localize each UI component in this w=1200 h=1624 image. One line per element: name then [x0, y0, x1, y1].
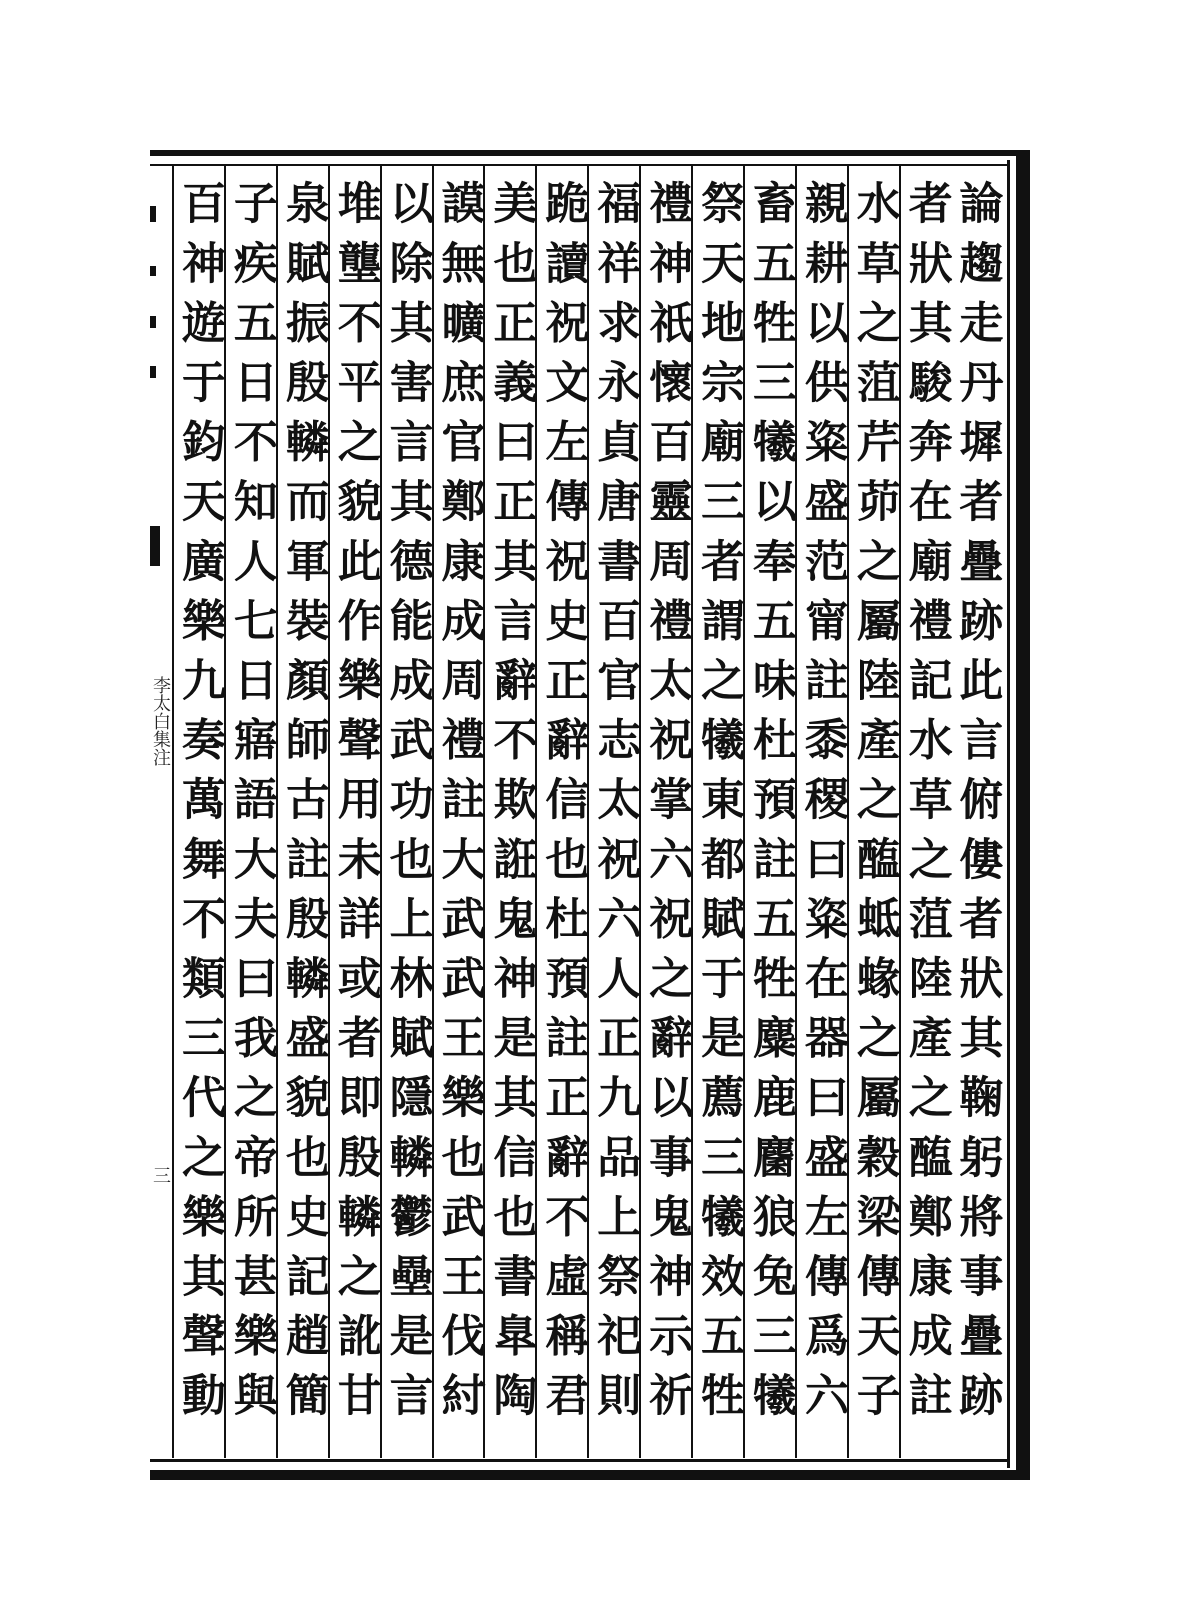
text-column — [328, 166, 380, 1458]
margin-mark — [150, 206, 156, 222]
margin-book-title: 李太白集注 — [150, 676, 171, 766]
text-column — [847, 166, 899, 1458]
inner-border-bottom — [150, 1459, 1010, 1462]
inner-border-right — [1007, 160, 1010, 1468]
text-column — [743, 166, 795, 1458]
outer-border-bottom — [150, 1470, 1030, 1480]
text-column — [380, 166, 432, 1458]
column-text: 親耕以供粢盛范甯註黍稷曰粢在器曰盛左傳爲六 — [796, 180, 848, 1432]
column-text: 論趨走丹墀者疊跡此言俯僂者狀其鞠躬將事疊跡 — [951, 180, 1003, 1432]
text-column — [432, 166, 484, 1458]
fishtail-mark — [150, 526, 160, 566]
text-column — [535, 166, 587, 1458]
outer-border-top — [150, 150, 1030, 156]
margin-mark — [150, 266, 156, 276]
text-column — [951, 166, 1002, 1458]
column-text: 堆壟不平之貌此作樂聲用未詳或者即殷轔之訛甘 — [329, 180, 381, 1432]
text-column — [172, 166, 224, 1458]
text-column — [899, 166, 951, 1458]
column-text: 百神遊于鈞天廣樂九奏萬舞不類三代之樂其聲動 — [174, 180, 225, 1432]
text-column — [276, 166, 328, 1458]
column-text: 者狀其駿奔在廟禮記水草之菹陸產之醢鄭康成註 — [900, 180, 952, 1432]
text-column — [224, 166, 276, 1458]
column-text: 畜五牲三犧以奉五味杜預註五牲麋鹿麕狼兔三犧 — [744, 180, 796, 1432]
outer-border-right — [1016, 150, 1030, 1480]
column-text: 以除其害言其德能成武功也上林賦隱轔鬱壘是言 — [381, 180, 433, 1432]
text-column — [587, 166, 639, 1458]
margin-page-number: 三 — [150, 1166, 171, 1184]
margin-mark — [150, 316, 156, 328]
margin-mark — [150, 366, 156, 378]
column-text: 祭天地宗廟三者謂之犧東都賦于是薦三犧效五牲 — [693, 180, 745, 1432]
column-text: 水草之菹芹茆之屬陸產之醢蚳蝝之屬穀梁傳天子 — [848, 180, 900, 1432]
text-column — [639, 166, 691, 1458]
column-text: 美也正義曰正其言辭不欺誑鬼神是其信也書臯陶 — [485, 180, 537, 1432]
book-page — [150, 150, 1030, 1480]
text-column — [483, 166, 535, 1458]
column-text: 福祥求永貞唐書百官志太祝六人正九品上祭祀則 — [589, 180, 641, 1432]
page-margin-strip — [150, 166, 170, 1456]
text-column — [691, 166, 743, 1458]
column-text: 謨無曠庶官鄭康成周禮註大武武王樂也武王伐紂 — [433, 180, 485, 1432]
column-text: 泉賦振殷轔而軍裝顏師古註殷轔盛貌也史記趙簡 — [277, 180, 329, 1432]
column-text: 禮神祇懷百靈周禮太祝掌六祝之辭以事鬼神示祈 — [641, 180, 693, 1432]
text-columns — [172, 166, 1002, 1458]
column-text: 子疾五日不知人七日寤語大夫曰我之帝所甚樂與 — [225, 180, 277, 1432]
column-text: 跪讀祝文左傳祝史正辭信也杜預註正辭不虛稱君 — [537, 180, 589, 1432]
text-column — [795, 166, 847, 1458]
